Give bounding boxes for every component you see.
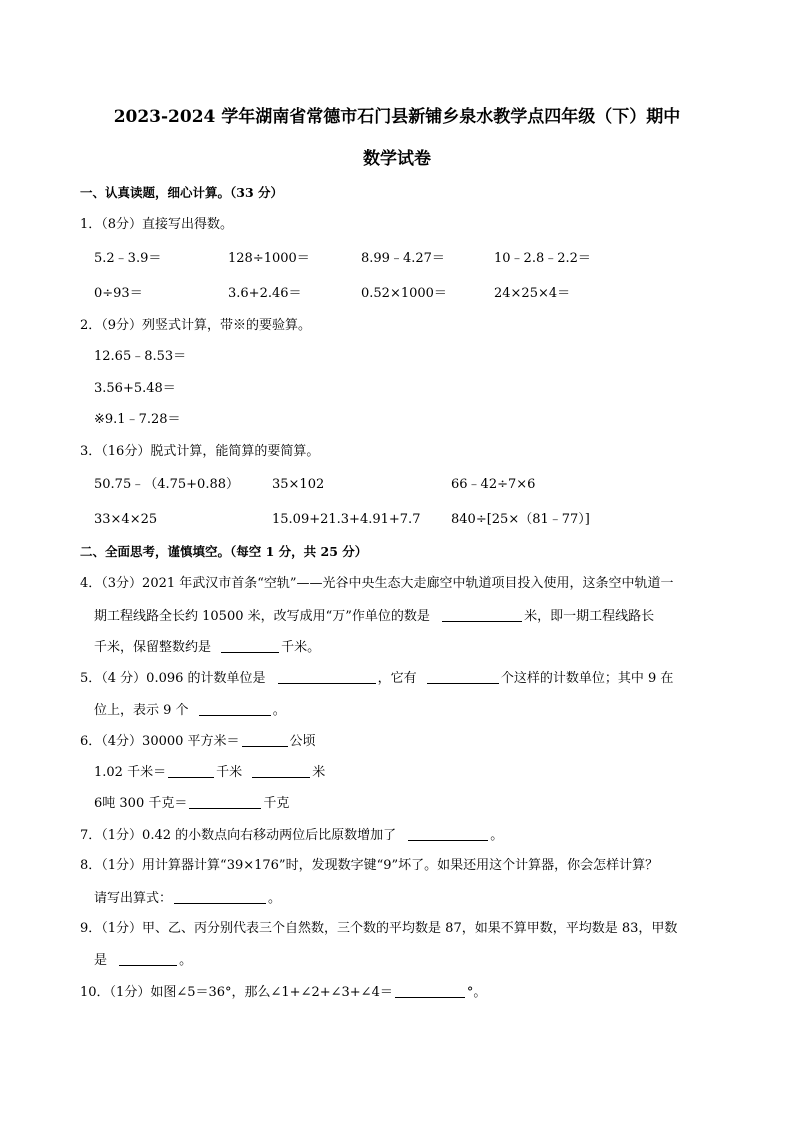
question-4-line2	[94, 607, 654, 626]
q6-text: 千克	[263, 796, 290, 811]
q5-blank-1[interactable]	[278, 669, 376, 684]
question-2-stem: 2．（9分）列竖式计算，带※的要验算。	[80, 318, 312, 333]
q5-text: 5．（4 分）0.096 的计数单位是	[80, 671, 266, 686]
q1-item: 0÷93＝	[94, 286, 143, 301]
question-8-line1: 8．（1分）用计算器计算“39×176”时，发现数字键“9”坏了。如果还用这个计算器，你会怎样计算？	[80, 858, 659, 873]
page-title: 2023-2024 学年湖南省常德市石门县新铺乡泉水教学点四年级（下）期中	[113, 107, 681, 127]
q10-text: 10．（1分）如图∠5＝36°，那么∠1+∠2+∠3+∠4＝	[80, 985, 393, 1000]
q1-item: 8.99﹣4.27＝	[361, 251, 445, 266]
q9-blank[interactable]	[119, 951, 177, 966]
question-5-line2	[94, 701, 286, 720]
q4-text: 千米。	[281, 640, 321, 655]
question-4-line3	[94, 638, 320, 657]
q3-item: 33×4×25	[94, 512, 158, 527]
q5-text: ，它有	[377, 671, 417, 686]
q1-item: 10﹣2.8﹣2.2＝	[494, 251, 591, 266]
question-5-line1	[80, 669, 673, 688]
q1-item: 24×25×4＝	[494, 286, 571, 301]
question-9-line2	[94, 951, 192, 970]
q7-blank[interactable]	[408, 826, 488, 841]
q6-text: 米	[312, 765, 326, 780]
question-9-line1: 9．（1分）甲、乙、丙分别代表三个自然数，三个数的平均数是 87，如果不算甲数，平均数是 83，甲数	[80, 921, 678, 936]
q9-text: 。	[179, 953, 193, 968]
q2-item: ※9.1﹣7.28＝	[94, 412, 181, 427]
question-6-line1	[80, 732, 316, 751]
q8-text: 请写出算式：	[94, 891, 173, 906]
q6-text: 6．（4分）30000 平方米＝	[80, 734, 240, 749]
q4-text: 米，即一期工程线路长	[524, 609, 655, 624]
page-subtitle: 数学试卷	[363, 149, 431, 169]
q8-text: 。	[268, 891, 282, 906]
q3-item: 66﹣42÷7×6	[451, 477, 536, 492]
q6-blank-3[interactable]	[252, 763, 310, 778]
question-1-stem: 1．（8分）直接写出得数。	[80, 217, 234, 232]
q1-item: 3.6+2.46＝	[228, 286, 302, 301]
q6-text: 6吨 300 千克＝	[94, 796, 188, 811]
q7-text: 。	[490, 828, 504, 843]
question-3-stem: 3．（16分）脱式计算，能简算的要简算。	[80, 444, 320, 459]
q1-item: 5.2﹣3.9＝	[94, 251, 162, 266]
section-heading-1: 一、认真读题，细心计算。（33 分）	[80, 185, 283, 200]
q9-text: 是	[94, 953, 108, 968]
q5-text: 。	[272, 703, 286, 718]
q6-text: 1.02 千米＝	[94, 765, 167, 780]
q7-text: 7．（1分）0.42 的小数点向右移动两位后比原数增加了	[80, 828, 397, 843]
q3-item: 35×102	[272, 477, 325, 492]
q6-blank-1[interactable]	[242, 732, 288, 747]
question-7	[80, 826, 503, 845]
q6-text: 公顷	[289, 734, 316, 749]
q2-item: 3.56+5.48＝	[94, 381, 176, 396]
q1-item: 128÷1000＝	[228, 251, 310, 266]
q2-item: 12.65﹣8.53＝	[94, 349, 187, 364]
question-4-line1: 4．（3分）2021 年武汉市首条“空轨”——光谷中央生态大走廊空中轨道项目投入使用，这条空中轨道一	[80, 576, 674, 591]
q8-blank[interactable]	[174, 889, 266, 904]
q10-blank[interactable]	[395, 983, 465, 998]
q5-blank-3[interactable]	[199, 701, 271, 716]
q6-text: 千米	[216, 765, 243, 780]
q6-blank-4[interactable]	[189, 794, 261, 809]
q4-text: 期工程线路全长约 10500 米，改写成用“万”作单位的数是	[94, 609, 430, 624]
q1-item: 0.52×1000＝	[361, 286, 447, 301]
q4-blank-2[interactable]	[221, 638, 279, 653]
q10-text: °。	[466, 985, 487, 1000]
q6-blank-2[interactable]	[168, 763, 214, 778]
question-10	[80, 983, 486, 1002]
q3-item: 840÷[25×（81﹣77）]	[451, 512, 590, 527]
question-8-line2	[94, 889, 281, 908]
q3-item: 15.09+21.3+4.91+7.7	[272, 512, 421, 527]
question-6-line2	[94, 763, 325, 782]
q5-text: 个这样的计数单位；其中 9 在	[500, 671, 674, 686]
q5-text: 位上，表示 9 个	[94, 703, 189, 718]
q3-item: 50.75﹣（4.75+0.88）	[94, 477, 239, 492]
section-heading-2: 二、全面思考，谨慎填空。（每空 1 分，共 25 分）	[80, 544, 368, 559]
q4-text: 千米，保留整数约是	[94, 640, 212, 655]
q5-blank-2[interactable]	[427, 669, 499, 684]
q4-blank-1[interactable]	[442, 607, 522, 622]
question-6-line3	[94, 794, 289, 813]
